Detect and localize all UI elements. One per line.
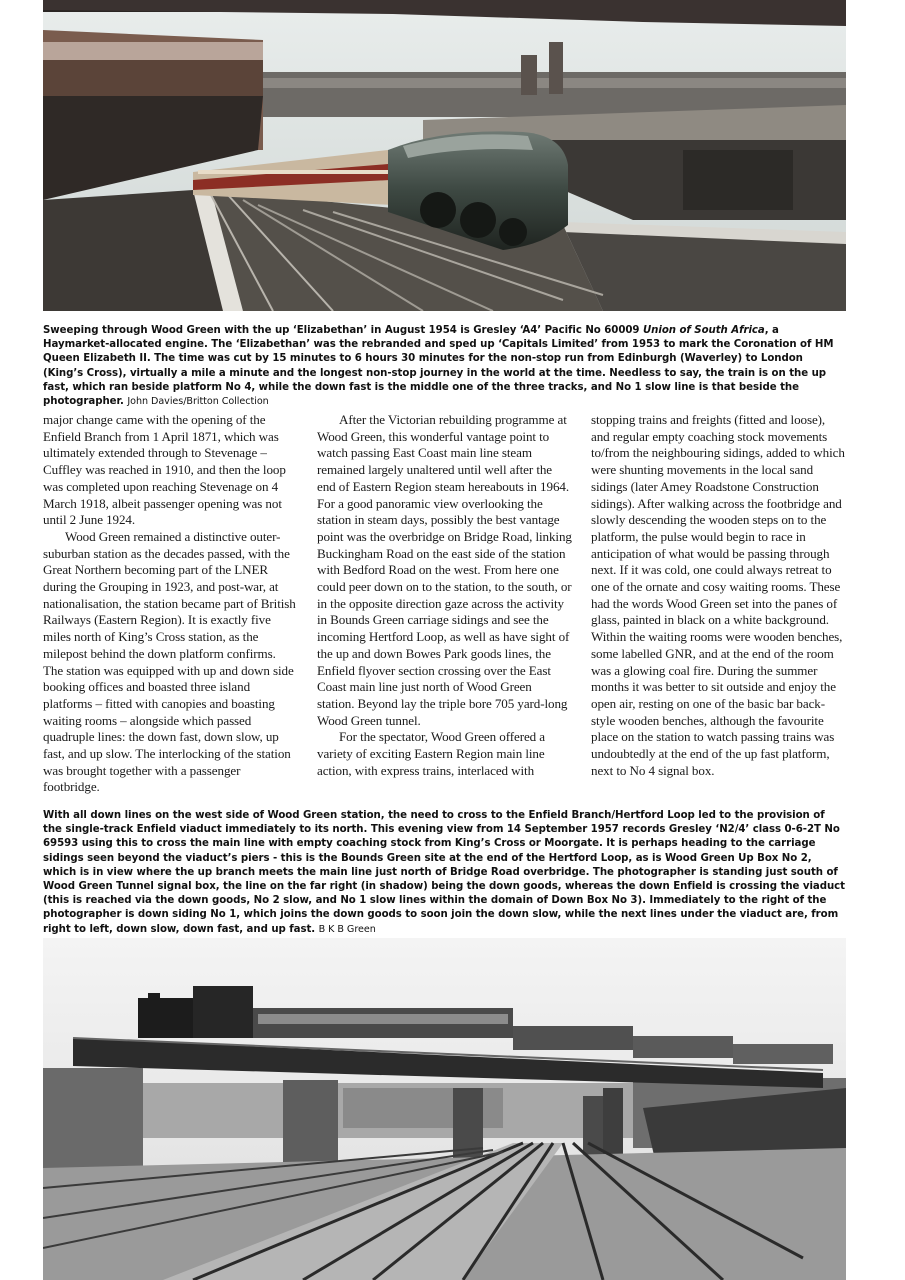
caption-text: With all down lines on the west side of Wood Green station, the need to cross to the Enfield Branch/Hertford Loop led to the provision of the single-track Enfield viaduct immediately to its north. This evening view from 14 September 1957 records Gresley ‘N2/4’ class 0-6-2T No 69593 using this to cross the main line with empty coaching stock from King’s Cross or Moorgate. It is perhaps heading to the carriage sidings seen beyond the viaduct’s piers - this is the Bounds Green site at the end of the Hertford Loop, as is Wood Green Up Box No 2, which is in view where the up branch meets the main line just north of Bridge Road overbridge. The photographer is standing just south of Wood Green Tunnel signal box, the line on the far right (in shadow) being the down goods, whereas the down Enfield is crossing the viaduct (this is reached via the down goods, No 2 slow, and No 1 slow lines within the domain of Down Box No 3). Immediately to the right of the photographer is down siding No 1, which joins the down goods to soon join the down slow, while the next lines under the viaduct are, from right to left, down slow, down fast, and up fast.	[43, 810, 845, 935]
article-column-1	[43, 412, 298, 800]
caption-text-continued: , a Haymarket-allocated engine. The ‘Elizabethan’ was the rebranded and sped up ‘Capitals Limited’ from 1953 to mark the Coronation of HM Queen Elizabeth II. The time was cut by 15 minutes to 6 hours 30 minutes for the non-stop run from Edinburgh (Waverley) to London (King’s Cross), virtually a mile a minute and the longest non-stop journey in the world at the time. Needless to say, the train is on the up fast, which ran beside platform No 4, while the down fast is the middle one of the three tracks, and No 1 slow line is that beside the photographer.	[43, 325, 834, 408]
paragraph: major change came with the opening of the Enfield Branch from 1 April 1871, which was ultimately extended through to Stevenage – Cuffley was reached in 1910, and then the loop was completed upon reaching Stevenage on 4 March 1918, albeit passenger opening was not until 2 June 1924.	[43, 412, 286, 528]
bottom-photo-enfield-viaduct	[43, 938, 846, 1280]
top-photo-caption	[43, 324, 846, 409]
article-column-3	[591, 412, 846, 800]
paragraph: For the spectator, Wood Green offered a variety of exciting Eastern Region main line action, with express trains, interlaced with	[317, 729, 546, 778]
photo-credit: John Davies/Britton Collection	[127, 396, 269, 408]
top-photo-a4-pacific	[43, 0, 846, 311]
article-column-2	[317, 412, 572, 800]
article-body	[43, 412, 846, 800]
paragraph: stopping trains and freights (fitted and loose), and regular empty coaching stock movements to/from the neighbouring sidings, added to which were shunting movements in the local sand sidings (later Amey Roadstone Construction sidings). After walking across the footbridge and slowly descending the wooden steps on to the platform, the pulse would begin to race in anticipation of what would be passing through next. If it was cold, one could always retreat to one of the ornate and cosy waiting rooms. These had the words Wood Green set into the panes of glass, painted in black on a white background. Within the waiting rooms were wooden benches, some labelled GNR, and at the end of the room was a glowing coal fire. During the summer months it was better to sit outside and enjoy the open air, resting on one of the basic bar back-style wooden benches, although the favourite place on the station to watch passing trains was undoubtedly at the end of the up fast platform, next to No 4 signal box.	[591, 412, 845, 778]
loco-name: Union of South Africa	[642, 325, 765, 336]
paragraph: After the Victorian rebuilding programme at Wood Green, this wonderful vantage point to watch passing East Coast main line steam remained largely unaltered until well after the end of Eastern Region steam hereabouts in 1964. For a good panoramic view overlooking the station in steam days, possibly the best vantage point was the overbridge on Bridge Road, linking Buckingham Road on the east side of the station with Bedford Road on the west. From here one could peer down on to the station, to the south, or in the opposite direction gaze across the activity in Bounds Green carriage sidings and see the incoming Hertford Loop, as well as have sight of the up and down Bowes Park goods lines, the Enfield flyover section crossing over the East Coast main line just north of Wood Green station. Beyond lay the triple bore 705 yard-long Wood Green tunnel.	[317, 412, 572, 728]
photo-credit: B K B Green	[318, 923, 376, 935]
bottom-photo-caption	[43, 809, 846, 937]
caption-text: Sweeping through Wood Green with the up ‘Elizabethan’ in August 1954 is Gresley ‘A4’ Pacific No 60009	[43, 325, 643, 336]
paragraph: Wood Green remained a distinctive outer-suburban station as the decades passed, with the Great Northern becoming part of the LNER during the Grouping in 1923, and post-war, at nationalisation, the station became part of British Railways (Eastern Region). It is exactly five miles north of King’s Cross station, as the milepost behind the down platform confirms. The station was equipped with up and down side booking offices and boasted three island platforms – fitted with canopies and boasting waiting rooms – alongside which passed quadruple lines: the down fast, down slow, up fast, and up slow. The interlocking of the station was brought together with a passenger footbridge.	[43, 528, 296, 795]
